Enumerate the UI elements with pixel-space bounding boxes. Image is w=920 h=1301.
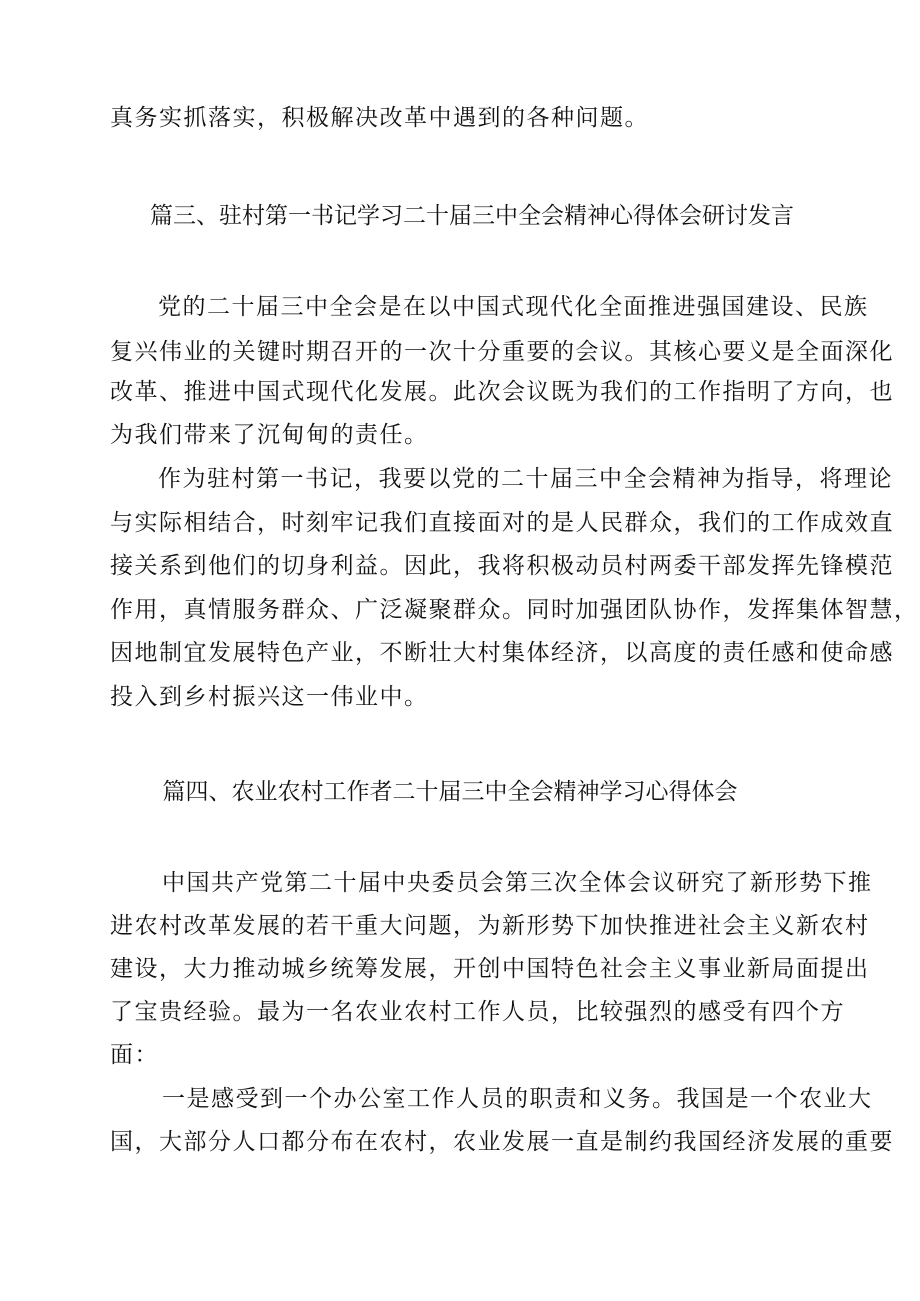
paragraph-line: 投入到乡村振兴这一伟业中。	[110, 684, 429, 710]
paragraph-line: 了宝贵经验。最为一名农业农村工作人员，比较强烈的感受有四个方	[110, 999, 845, 1025]
paragraph-line: 真务实抓落实，积极解决改革中遇到的各种问题。	[110, 105, 649, 131]
paragraph-line: 因地制宜发展特色产业，不断壮大村集体经济，以高度的责任感和使命感	[110, 640, 894, 666]
section4-title: 篇四、农业农村工作者二十届三中全会精神学习心得体会	[162, 779, 738, 805]
paragraph-line: 一是感受到一个办公室工作人员的职责和义务。我国是一个农业大	[162, 1086, 873, 1112]
paragraph-line: 复兴伟业的关键时期召开的一次十分重要的会议。其核心要义是全面深化	[110, 339, 894, 365]
paragraph-line: 作用，真情服务群众、广泛凝聚群众。同时加强团队协作，发挥集体智慧，	[110, 597, 919, 623]
paragraph-line: 中国共产党第二十届中央委员会第三次全体会议研究了新形势下推	[162, 870, 873, 896]
paragraph-line: 改革、推进中国式现代化发展。此次会议既为我们的工作指明了方向，也	[110, 379, 894, 405]
paragraph-line: 进农村改革发展的若干重大问题，为新形势下加快推进社会主义新农村	[110, 913, 870, 939]
paragraph-line: 国，大部分人口都分布在农村，农业发展一直是制约我国经济发展的重要	[110, 1129, 894, 1155]
paragraph-line: 面：	[110, 1042, 159, 1068]
paragraph-line: 为我们带来了沉甸甸的责任。	[110, 422, 429, 448]
paragraph-line: 作为驻村第一书记，我要以党的二十届三中全会精神为指导，将理论	[158, 466, 893, 492]
paragraph-line: 党的二十届三中全会是在以中国式现代化全面推进强国建设、民族	[158, 294, 869, 320]
paragraph-line: 建设，大力推动城乡统筹发展，开创中国特色社会主义事业新局面提出	[110, 956, 870, 982]
paragraph-line: 与实际相结合，时刻牢记我们直接面对的是人民群众，我们的工作成效直	[110, 510, 894, 536]
section3-title: 篇三、驻村第一书记学习二十届三中全会精神心得体会研讨发言	[150, 203, 794, 229]
paragraph-line: 接关系到他们的切身利益。因此，我将积极动员村两委干部发挥先锋模范	[110, 553, 894, 579]
